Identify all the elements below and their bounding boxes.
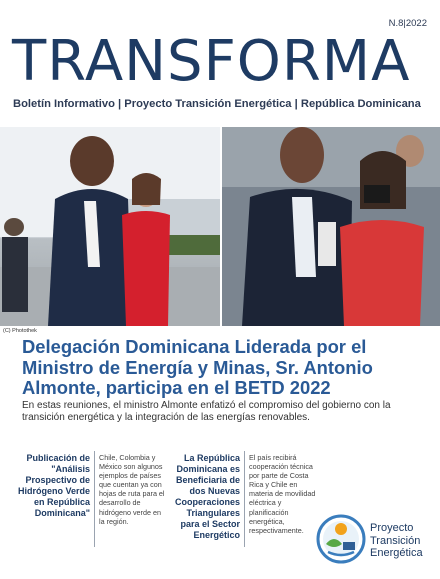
photo-credit: (C) Photothek [3,328,37,334]
project-logo-icon [316,514,366,564]
column-divider [244,451,245,547]
logo-text-line: Transición [370,534,421,547]
article-summary-hydrogen: Chile, Colombia y México son algunos ejemplos de países que cuentan ya con hojas de ruta para el desarrollo de hidrógeno verde en la región. [99,453,165,526]
masthead-subtitle: Boletín Informativo | Proyecto Transición Energética | República Dominicana [13,98,421,110]
cover-photo-right [222,127,440,326]
issue-number: N.8|2022 [388,18,427,29]
logo-text-line: Energética [370,547,423,559]
feature-lede: En estas reuniones, el ministro Almonte enfatizó el compromiso del gobierno con la transición energética y la integración de las energías renovables. [22,400,391,423]
feature-headline[interactable]: Delegación Dominicana Liderada por el Ministro de Energía y Minas, Sr. Antonio Almonte, participa en el BETD 2022 [22,336,373,398]
logo-text-line: Proyecto [370,522,414,534]
article-summary-cooperation: El país recibirá cooperación técnica por parte de Costa Rica y Chile en materia de movilidad eléctrica y planificación energética, respectivamente. [249,453,316,535]
masthead-title: TRANSFORMA [12,29,411,94]
article-title-cooperation[interactable]: La República Dominicana es Beneficiaria de dos Nuevas Cooperaciones Triangulares para el Sector Energético [174,453,240,540]
project-logo-text [370,522,423,560]
cover-photo-left [0,127,220,326]
article-title-hydrogen[interactable]: Publicación de "Análisis Prospectivo de Hidrógeno Verde en República Dominicana" [18,453,91,518]
column-divider [94,451,95,547]
